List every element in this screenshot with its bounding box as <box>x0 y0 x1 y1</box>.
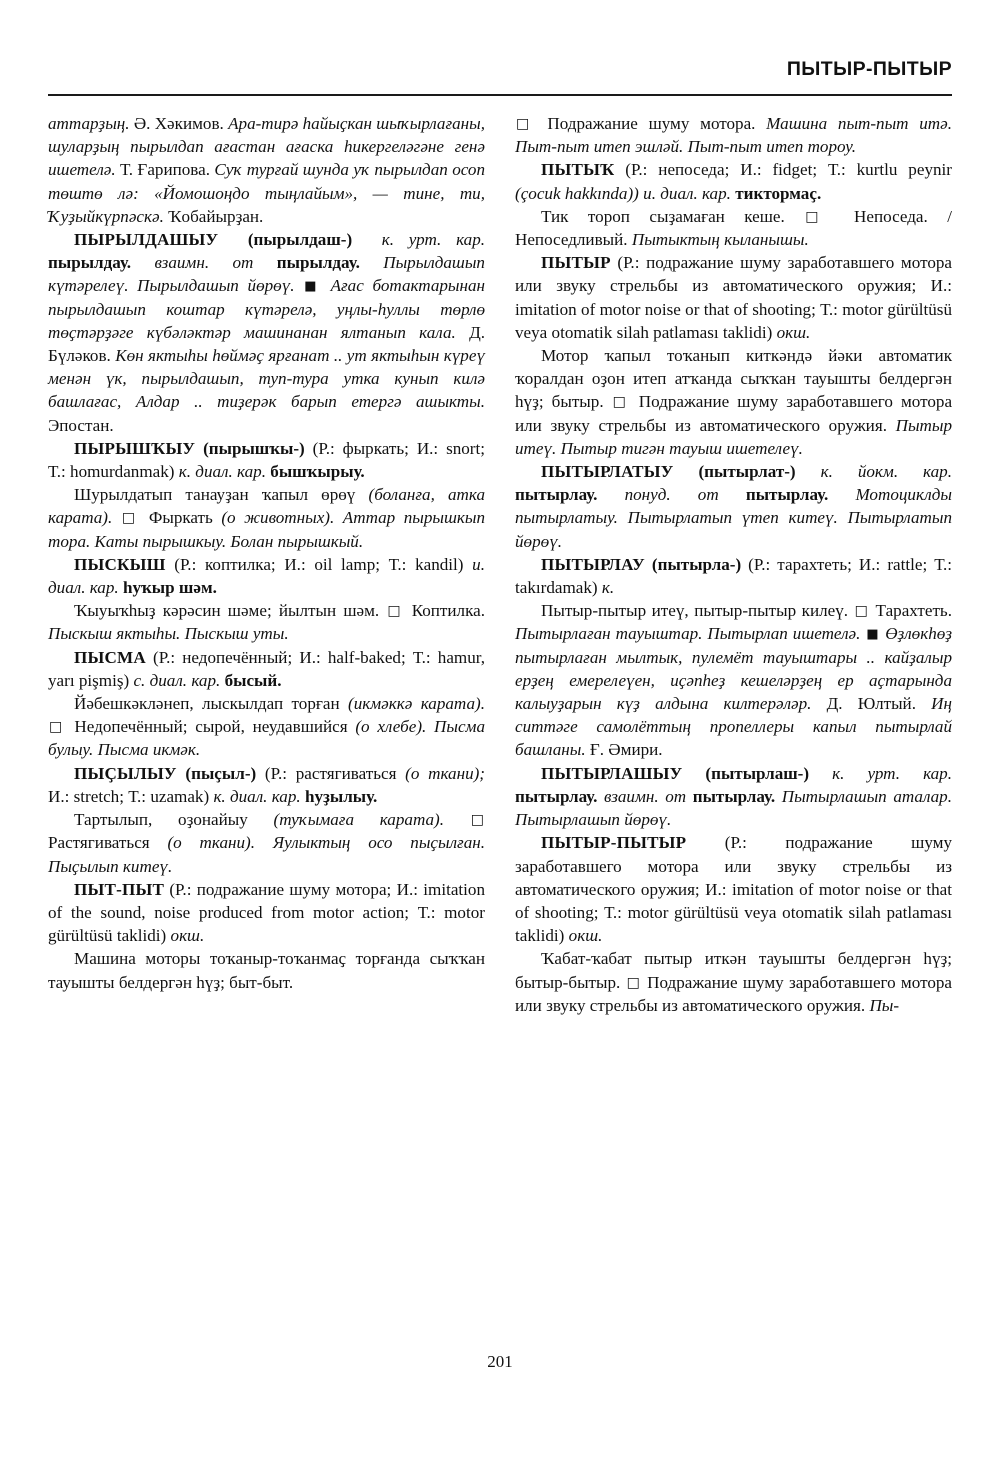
headword-stem: (пытырла-) <box>651 554 742 574</box>
grammar-label: окш. <box>170 926 205 946</box>
gloss-ru-note: (о ткани); <box>405 763 485 783</box>
gloss-en: fidget; <box>772 160 818 180</box>
open-square-icon: □ <box>470 812 484 829</box>
gloss-en: imitation of the sound, noise produced from motor action; <box>48 879 486 922</box>
gloss-tr: hamur, yarı pişmiş) <box>48 647 486 690</box>
gloss-en-label: И.: <box>705 879 727 899</box>
gloss-tr: takırdamak) <box>515 578 598 598</box>
dictionary-entry: ПЫТЫРЛАУ (пытырла-) (Р.: тарахтеть; И.: rattle; Т.: takırdamak) к. <box>515 554 952 598</box>
headword: ПЫТЫРЛАТЫУ <box>541 462 674 482</box>
cross-reference: бысый. <box>224 670 282 690</box>
dictionary-entry: ПЫСМА (Р.: недопечённый; И.: half-baked; Т.: hamur, yarı pişmiş) с. диал. кар. бысый. <box>48 647 486 690</box>
open-square-icon: □ <box>516 116 536 132</box>
gloss-ru-label: Р.: <box>175 879 192 899</box>
grammar-label: и. диал. кар. <box>643 183 731 203</box>
headword-stem: (пытырлат-) <box>698 462 796 482</box>
entry-definition <box>48 599 485 645</box>
entry-definition <box>48 692 485 762</box>
gloss-ru-label: Р.: <box>158 647 176 667</box>
gloss-tr-label: Т.: <box>412 647 431 667</box>
entry-definition <box>48 947 485 993</box>
gloss-en: half-baked; <box>327 647 406 667</box>
gloss-en: rattle; <box>887 554 928 574</box>
dictionary-entry: ПЫРЫШҠЫУ (пырышҡы-) (Р.: фыркать; И.: snort; Т.: homurdanmak) к. диал. кар. бышҡырыу. <box>48 438 485 482</box>
cross-reference-ru: пытырлау. <box>692 786 776 806</box>
gloss-ru: недопечённый; <box>182 647 293 667</box>
gloss-ru: коптилка; <box>205 554 276 574</box>
definition-ru: Тарахтеть. <box>875 601 953 621</box>
open-square-icon: □ <box>49 719 66 736</box>
citation-source: Д. Бүләков. <box>48 322 485 366</box>
definition-ba: Тартылып, оҙонайыу <box>74 810 248 830</box>
definition-ru: Недопечённый; сырой, неудавшийся <box>74 717 348 737</box>
headword-stem: (пыҫыл-) <box>185 763 257 783</box>
gloss-ru: подражание шуму заработавшего мотора или звуку стрельбы из автоматического оружия; <box>515 253 952 296</box>
dictionary-entry: ПЫТЫР-ПЫТЫР (Р.: подражание шуму заработавшего мотора или звуку стрельбы из автоматического оружия; И.: imitation of motor noise or that of shooting; Т.: motor gürültüsü veya otomatik silah patlaması taklidi) окш. <box>515 833 953 946</box>
grammar-label: к. йокм. кар. <box>820 462 952 482</box>
definition-ba-note: (икмәккә карата). <box>348 694 485 714</box>
grammar-label: и. диал. кар. <box>48 554 485 598</box>
continued-source-2: Т. Ғарипова. <box>115 160 215 180</box>
entry-definition <box>48 483 485 553</box>
definition-ba: Тик тороп сыҙамаған кеше. <box>541 206 785 226</box>
citation-source-2: Эпостан. <box>48 415 114 435</box>
grammar-label-ru: понуд. от <box>624 485 719 505</box>
definition-ba-note: (боланға, атка карата). <box>48 485 485 528</box>
header-rule <box>48 94 952 96</box>
dictionary-entry <box>515 460 952 553</box>
left-column <box>48 112 485 1334</box>
example-phrases: Пытыктың кыланышы. <box>631 230 809 250</box>
continued-source-1: Ә. Хәкимов. <box>129 114 229 133</box>
gloss-tr-label: Т.: <box>820 299 838 319</box>
gloss-en-label: И.: <box>299 647 321 667</box>
headword: ПЫТЫР <box>541 253 611 273</box>
gloss-en-label: И.: <box>48 786 70 806</box>
definition-ru: Непоседа. / Непоседливый. <box>515 206 952 250</box>
definition-ba: Мотор ҡапыл тоҡанып киткәндә йәки автоматик ҡоралдан оҙон итеп атҡанда сыҡҡан тауышты белдергән һүҙ; бытыр. <box>515 346 952 412</box>
definition-ba: Машина моторы тоҡаныр-тоҡанмаҫ торғанда сыҡҡан тауышты белдергән һүҙ; быт-быт. <box>48 949 485 992</box>
definition-ba-note: (туҡымаға карата). <box>273 810 445 830</box>
gloss-en-label: И.: <box>416 438 439 458</box>
open-square-icon: □ <box>854 603 870 620</box>
citation-text-2: Көн яктыһы һөймәҫ ярғанат .. ут яктыһын күреү менән үк, пырылдашып, туп-тура утка кунып килә башлағас, Алдар .. тиҙерәк барып етергә ашыкты. <box>48 346 485 412</box>
gloss-tr: motor gürültüsü veya otomatik silah patlaması taklidi) <box>515 902 952 946</box>
gloss-en: snort; <box>446 438 485 458</box>
definition-ba: Ҡыуыҡһыҙ кәрәсин шәме; йылтын шәм. <box>74 601 380 621</box>
example-phrases: Машина пыт-пыт итә. Пыт-пыт итеп эшләй. Пыт-пыт итеп тороу. <box>515 114 952 157</box>
open-square-icon: □ <box>805 208 834 225</box>
entry-definition <box>515 205 952 251</box>
entry-definition <box>48 808 485 878</box>
example-phrases: Пырылдашып күтәрелеү. Пырылдашып йөрөү. <box>48 253 485 296</box>
citation-text-2: Иң ситтәге самолёттың пропеллеры капыл пытырлай башланы. <box>515 694 952 760</box>
grammar-label: к. диал. кар. <box>213 786 301 806</box>
definition-ba: Ҡабат-ҡабат пытыр иткән тауышты белдергән һүҙ; бытыр-бытыр. <box>515 949 952 992</box>
headword: ПЫТЫР-ПЫТЫР <box>541 833 687 853</box>
dictionary-entry <box>515 762 952 832</box>
headword: ПЫРЫШҠЫУ <box>74 438 196 458</box>
definition-ru: Коптилка. <box>411 601 485 621</box>
gloss-ru: фыркать; <box>342 438 409 458</box>
headword: ПЫТЫҠ <box>541 160 615 180</box>
open-square-icon: □ <box>626 974 641 991</box>
gloss-ru-label: Р.: <box>179 554 197 574</box>
gloss-ru: непоседа; <box>658 160 730 180</box>
gloss-tr-label: Т.: <box>604 902 622 922</box>
filled-square-icon: ■ <box>866 627 880 643</box>
example-phrases: Яулыктың осо пыҫылған. Пыҫылып китеү. <box>48 833 485 876</box>
dictionary-entry: ПЫҪЫЛЫУ (пыҫыл-) (Р.: растягиваться (о ткани); И.: stretch; Т.: uzamak) к. диал. кар. һуҙылыу. <box>48 763 485 806</box>
gloss-en: oil lamp; <box>314 554 380 574</box>
headword: ПЫТЫРЛАУ <box>541 554 645 574</box>
example-phrases: Пытырлаған тауыштар. Пытырлап ишетелә. <box>515 624 861 644</box>
gloss-ru: подражание шуму заработавшего мотора или звуку стрельбы из автоматического оружия; <box>515 833 953 899</box>
grammar-label-ru: взаимн. от <box>604 786 687 806</box>
headword: ПЫҪЫЛЫУ <box>74 763 177 783</box>
cross-reference-ru: пытырлау. <box>745 485 829 505</box>
headword: ПЫРЫЛДАШЫУ <box>74 230 219 250</box>
gloss-en-label: И.: <box>930 276 952 296</box>
definition-ru: Подражание шуму мотора. <box>547 114 756 133</box>
open-square-icon: □ <box>121 510 140 527</box>
cross-reference: пытырлау. <box>515 786 598 806</box>
gloss-tr: homurdanmak) <box>70 462 175 482</box>
citation-text: Ағас ботактарынан пырылдашып коштар күтәрелә, уңлы-һуллы төрлө төҫтәрҙәге күбәләктәр машинанан ялтанып кала. <box>48 276 485 342</box>
gloss-tr-label: Т.: <box>48 462 66 482</box>
gloss-tr: kurtlu peynir <box>856 160 952 180</box>
cross-reference: пырылдау. <box>48 253 132 273</box>
gloss-en-label: И.: <box>858 554 881 574</box>
cross-reference: һуҡыр шәм. <box>122 578 217 598</box>
gloss-ru: растягиваться <box>295 763 397 783</box>
continued-example-3: Суҡ турғай шунда уҡ пырылдап осоп төштө лә: «Йомошоңдо тыңлайым», — тине, ти, Ҡуҙыйкүрпәскә. <box>48 160 485 226</box>
grammar-label: окш. <box>776 322 811 342</box>
gloss-en-label: И.: <box>284 554 306 574</box>
gloss-en: imitation of motor noise or that of shooting; <box>515 879 952 922</box>
two-column-body <box>48 112 952 1334</box>
gloss-tr-label: Т.: <box>934 554 952 574</box>
dictionary-entry: ПЫСКЫШ (Р.: коптилка; И.: oil lamp; Т.: kandil) и. диал. кар. һуҡыр шәм. <box>48 554 485 598</box>
example-phrases: Аттар пырышкып тора. Каты пырышкыу. Болан пырышкый. <box>48 508 486 551</box>
definition-ru-note: (о ткани). <box>167 833 255 853</box>
cross-reference: бышҡырыу. <box>270 462 365 482</box>
example-phrases: Пытыр итеү. Пытыр тигән тауыш ишетелеү. <box>515 415 952 458</box>
gloss-tr-label: Т.: <box>388 554 407 574</box>
example-phrases: Пыскыш яктыһы. Пыскыш уты. <box>48 624 289 644</box>
definition-ru: Подражание шуму заработавшего мотора или звуку стрельбы из автоматического оружия. <box>515 972 952 1015</box>
continued-source-3: Ҡобайырҙан. <box>163 206 264 226</box>
running-head: ПЫТЫР-ПЫТЫР <box>786 58 952 80</box>
definition-ru-note: (о животных). <box>221 508 335 528</box>
headword-stem: (пырылдаш-) <box>247 230 353 250</box>
citation-source: Д. Юлтый. <box>826 694 916 714</box>
headword: ПЫТ-ПЫТ <box>74 879 165 899</box>
grammar-label: к. диал. кар. <box>178 462 266 482</box>
gloss-tr-label: Т.: <box>128 786 147 806</box>
headword: ПЫСМА <box>74 647 146 667</box>
cross-reference: пытырлау. <box>515 485 598 505</box>
page-number: 201 <box>487 1352 513 1371</box>
definition-ru: Растягиваться <box>48 833 150 853</box>
entry-definition <box>515 599 952 761</box>
right-column <box>515 112 952 1334</box>
cross-reference: һуҙылыу. <box>304 786 378 806</box>
definition-ru-note: (о хлебе). <box>355 717 427 737</box>
open-square-icon: □ <box>387 603 404 620</box>
gloss-ru-label: Р.: <box>631 160 648 180</box>
gloss-ru-label: Р.: <box>318 438 335 458</box>
cross-reference-ru: пырылдау. <box>276 253 360 273</box>
gloss-tr-label: Т.: <box>827 160 846 180</box>
definition-ru: Подражание шуму заработавшего мотора или звуку стрельбы из автоматического оружия. <box>515 392 953 435</box>
gloss-ru-label: Р.: <box>623 253 640 273</box>
gloss-en: stretch; <box>73 786 124 806</box>
cross-reference: тиктормаҫ. <box>735 183 822 203</box>
example-phrases: Пытырлашып аталар. Пытырлашып йөрөү. <box>515 786 952 830</box>
definition-ru-tail: Пы- <box>869 995 900 1015</box>
dictionary-entry: ПЫТ-ПЫТ (Р.: подражание шуму мотора; И.: imitation of the sound, noise produced from motor action; Т.: motor gürültüsü taklidi) окш. <box>48 879 486 946</box>
gloss-ru: тарахтеть; <box>777 554 852 574</box>
filled-square-icon: ■ <box>304 279 321 295</box>
gloss-en: imitation of motor noise or that of shooting; <box>515 299 816 319</box>
headword: ПЫТЫРЛАШЫУ <box>541 763 683 783</box>
continued-example-1: аттарҙың. <box>48 114 130 133</box>
citation-text: Өҙлөкһөҙ пытырлаған мылтык, пулемёт тауыштары .. кайҙалыр ерҙең емерелеүен, иҫәпһеҙ кешеләрҙең ер аҫтарында калыуҙарын күҙ алдына килтерәләр. <box>515 624 952 714</box>
gloss-tr: kandil) <box>415 554 464 574</box>
dictionary-entry: ПЫТЫҠ (Р.: непоседа; И.: fidget; Т.: kurtlu peynir (çocuk hakkında)) и. диал. кар. тиктормаҫ. <box>515 160 952 203</box>
definition-ba: Пытыр-пытыр итеү, пытыр-пытыр килеү. <box>541 601 849 621</box>
example-phrases: Мотоциклды пытырлатыу. Пытырлатып үтеп китеү. Пытырлатып йөрөү. <box>515 485 952 551</box>
gloss-ru: подражание шуму мотора; <box>196 879 392 899</box>
grammar-label-ru: взаимн. от <box>154 253 254 273</box>
gloss-tr: motor gürültüsü taklidi) <box>48 902 485 946</box>
gloss-ru-label: Р.: <box>753 554 771 574</box>
dictionary-entry: ПЫТЫР (Р.: подражание шуму заработавшего мотора или звуку стрельбы из автоматического оружия; И.: imitation of motor noise or that of shooting; Т.: motor gürültüsü veya otomatik silah patlaması taklidi) окш. <box>515 253 952 342</box>
gloss-tr: motor gürültüsü veya otomatik silah patlaması taklidi) <box>515 299 952 342</box>
gloss-tr-note: (çocuk hakkında)) <box>515 183 639 203</box>
grammar-label: к. урт. кар. <box>381 230 486 250</box>
definition-ru: Фыркать <box>148 508 213 528</box>
gloss-ru-label: Р.: <box>270 763 288 783</box>
grammar-label: к. <box>601 578 615 598</box>
open-square-icon: □ <box>612 394 630 411</box>
example-phrases: Пысма булыу. Пысма икмәк. <box>48 717 486 760</box>
continued-example-2: Ара-тирә һайыҫкан шыҡырлағаны, шуларҙың пырылдап ағастан ағаска һикергеләгәне генә ишетелә. <box>48 114 486 180</box>
gloss-tr-label: Т.: <box>417 902 436 922</box>
headword: ПЫСКЫШ <box>74 554 166 574</box>
definition-ba: Йәбешкәкләнеп, лыскылдап торған <box>74 694 340 714</box>
gloss-ru-label: Р.: <box>730 833 747 853</box>
headword-stem: (пырышҡы-) <box>203 438 305 458</box>
entry-definition <box>515 344 952 460</box>
gloss-tr: uzamak) <box>150 786 210 806</box>
citation-source-2: Ғ. Әмири. <box>589 740 663 760</box>
continued-entry <box>48 112 485 228</box>
grammar-label: к. урт. кар. <box>832 763 953 783</box>
gloss-en-label: И.: <box>396 879 418 899</box>
gloss-en-label: И.: <box>740 160 762 180</box>
headword-stem: (пытырлаш-) <box>705 763 810 783</box>
grammar-label: окш. <box>568 926 603 946</box>
continued-entry <box>515 112 952 158</box>
entry-definition <box>515 947 952 1017</box>
dictionary-entry <box>48 228 485 437</box>
definition-ba: Шурылдатып танауҙан ҡапыл өрөү <box>74 485 356 505</box>
grammar-label: с. диал. кар. <box>133 670 221 690</box>
